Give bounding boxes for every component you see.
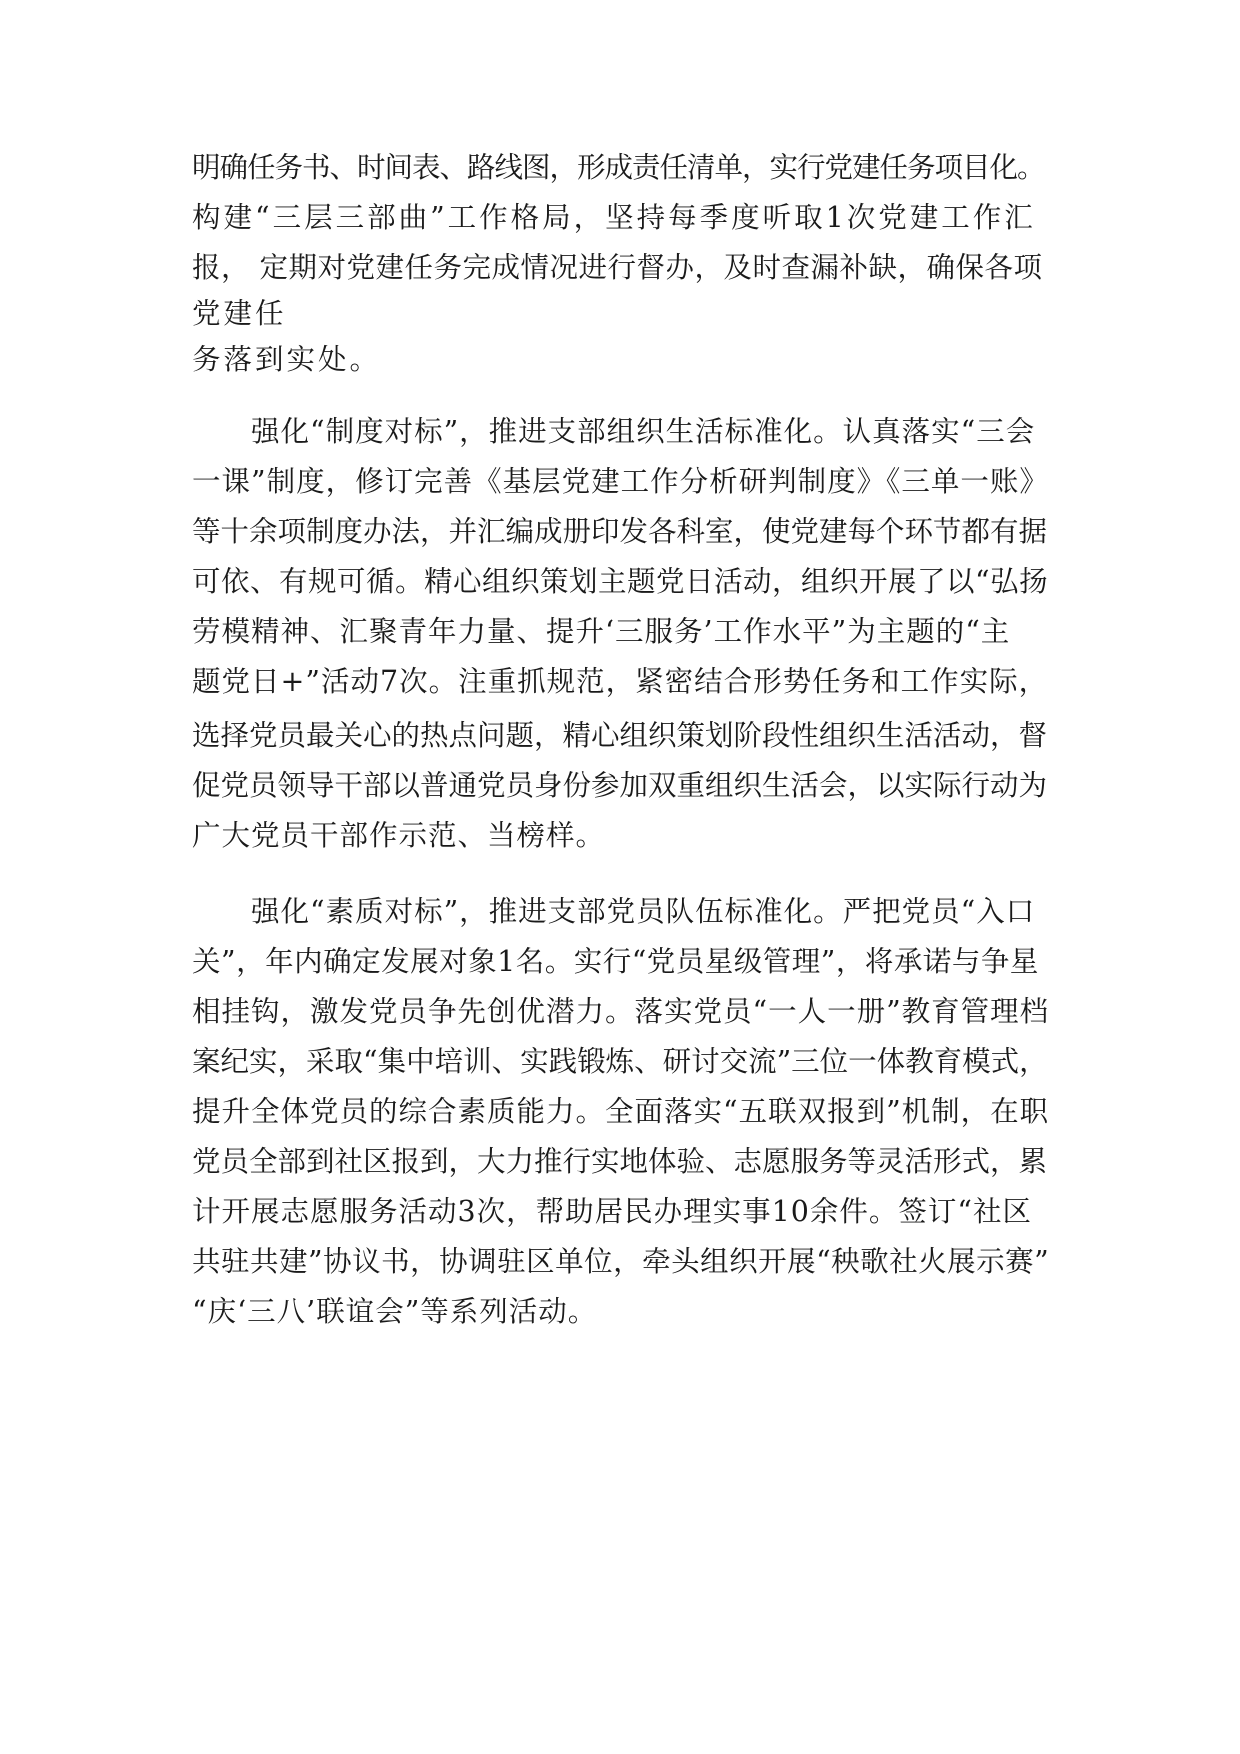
text-line: 一课”制度，修订完善《基层党建工作分析研判制度》《三单一账》 [192, 465, 1049, 498]
text-line: 关”，年内确定发展对象1名。实行“党员星级管理”，将承诺与争星 [192, 945, 1039, 978]
text-line: 题党日+”活动7次。注重抓规范，紧密结合形势任务和工作实际， [192, 665, 1049, 698]
text-line: 报， 定期对党建任务完成情况进行督办，及时查漏补缺，确保各项 [192, 251, 1043, 284]
text-line: 明确任务书、时间表、路线图，形成责任清单，实行党建任务项目化。 [192, 151, 1045, 184]
text-line: 强化“制度对标”，推进支部组织生活标准化。认真落实“三会 [251, 415, 1036, 448]
text-line: 选择党员最关心的热点问题，精心组织策划阶段性组织生活活动，督 [192, 719, 1048, 752]
text-line: 相挂钩，激发党员争先创优潜力。落实党员“一人一册”教育管理档 [192, 995, 1050, 1028]
text-line: 计开展志愿服务活动3次，帮助居民办理实事10余件。签订“社区 [192, 1195, 1032, 1228]
text-line: 构建“三层三部曲”工作格局，坚持每季度听取1次党建工作汇 [192, 201, 1036, 234]
text-line: 广大党员干部作示范、当榜样。 [192, 819, 606, 852]
text-line: 劳模精神、汇聚青年力量、提升‘三服务’工作水平”为主题的“主 [192, 615, 1011, 648]
text-line: 共驻共建”协议书，协调驻区单位，牵头组织开展“秧歌社火展示赛” [192, 1245, 1050, 1278]
text-line: 案纪实，采取“集中培训、实践锻炼、研讨交流”三位一体教育模式， [192, 1045, 1048, 1078]
text-line: 促党员领导干部以普通党员身份参加双重组织生活会，以实际行动为 [192, 769, 1048, 802]
text-line: 强化“素质对标”，推进支部党员队伍标准化。严把党员“入口 [251, 895, 1036, 928]
text-line: 党建任 [192, 297, 287, 330]
text-line: 提升全体党员的综合素质能力。全面落实“五联双报到”机制，在职 [192, 1095, 1050, 1128]
text-line: 可依、有规可循。精心组织策划主题党日活动，组织开展了以“弘扬 [192, 565, 1049, 598]
text-line: 党员全部到社区报到，大力推行实地体验、志愿服务等灵活形式，累 [192, 1145, 1048, 1178]
text-line: 务落到实处。 [192, 343, 382, 376]
text-line: 等十余项制度办法，并汇编成册印发各科室，使党建每个环节都有据 [192, 515, 1048, 548]
text-line: “庆‘三八’联谊会”等系列活动。 [192, 1295, 598, 1328]
